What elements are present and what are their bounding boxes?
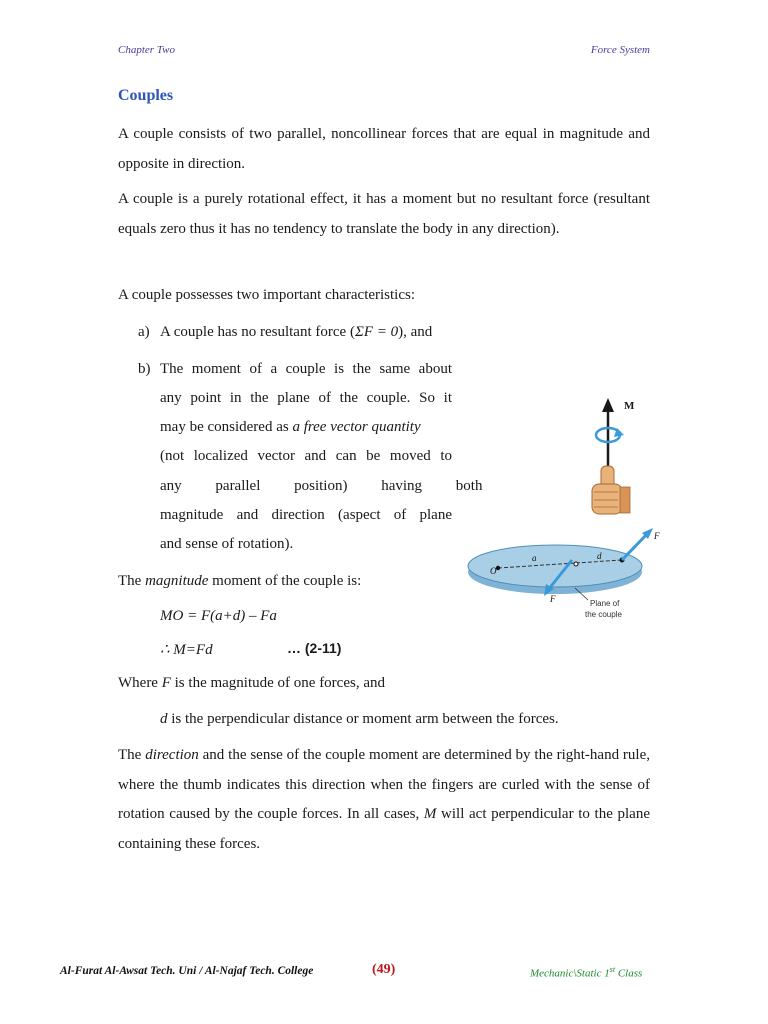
d-label: d — [597, 551, 602, 561]
var-f: F — [161, 675, 171, 691]
direction-body: and the sense of the couple moment are determined by the right-hand rule, where the thumb indicates this direction when the fingers are curled with the sense of rotation caused by the couple forces. In all cases, — [118, 747, 650, 822]
magnitude-intro-end: moment of the couple is: — [208, 573, 362, 589]
moment-vector-arrow — [602, 398, 614, 472]
list-item-a — [160, 317, 432, 347]
var-m: M — [423, 806, 437, 822]
o-label: O — [490, 566, 497, 576]
m-label: M — [624, 400, 635, 412]
paragraph-rotational-effect: A couple is a purely rotational effect, it has a moment but no resultant force (resultant equals zero thus it has no tendency to translate the body in any direction). — [118, 191, 650, 237]
equation-couple-moment: ∴ M=Fd — [160, 642, 213, 658]
where-f-line — [118, 668, 385, 698]
right-hand-icon — [592, 466, 630, 514]
plane-label-line-2: the couple — [585, 610, 622, 619]
item-b-line-4: (not localized vector and can be moved to — [160, 448, 452, 464]
item-b-line-2: any point in the plane of the couple. So it — [160, 390, 452, 406]
a-label: a — [532, 553, 537, 563]
force-point-1 — [574, 562, 578, 566]
where-d-description: is the perpendicular distance or moment arm between the forces. — [167, 711, 559, 727]
footer-course-end: Class — [615, 967, 643, 980]
direction-term: direction — [145, 747, 199, 763]
list-marker-a: a) — [138, 324, 150, 340]
chapter-header: Chapter Two — [118, 44, 175, 56]
list-marker-b: b) — [138, 361, 151, 377]
magnitude-intro-start: The — [118, 573, 146, 589]
where-text: Where — [118, 675, 162, 691]
equation-moment-about-o: MO = F(a+d) – Fa — [160, 608, 277, 624]
f-upper-label: F — [654, 531, 660, 541]
where-f-description: is the magnitude of one forces, and — [170, 675, 385, 691]
footer-course-sup: st — [609, 965, 616, 974]
item-b-line-5: any parallel position) having both — [160, 478, 483, 494]
var-d: d — [160, 711, 168, 727]
page-number: (49) — [372, 962, 396, 977]
section-header: Force System — [590, 44, 650, 56]
free-vector-term: a free vector quantity — [292, 419, 421, 435]
rotation-arrow-icon — [596, 428, 624, 442]
item-a-text: A couple has no resultant force ( — [160, 324, 355, 340]
section-title: Couples — [118, 87, 174, 104]
magnitude-term: magnitude — [145, 573, 209, 589]
item-b-line-6: magnitude and direction (aspect of plane — [160, 507, 452, 523]
footer-course-main: Mechanic\Static 1 — [530, 967, 610, 980]
paragraph-direction — [118, 741, 650, 859]
footer-course — [530, 965, 642, 980]
couple-figure — [460, 392, 670, 632]
item-b-line-1: The moment of a couple is the same about — [160, 361, 452, 377]
paragraph-characteristics: A couple possesses two important characteristics: — [118, 287, 416, 303]
plane-label-line-1: Plane of — [590, 599, 620, 608]
item-a-formula: ΣF = 0 — [354, 324, 399, 340]
item-b-line-7: and sense of rotation). — [160, 536, 294, 552]
direction-end: will act perpendicular to the plane containing these forces. — [118, 806, 650, 852]
item-b-line-3 — [160, 412, 421, 442]
paragraph-couple-definition: A couple consists of two parallel, noncollinear forces that are equal in magnitude and opposite in direction. — [118, 126, 650, 172]
f-lower-label: F — [550, 594, 556, 604]
where-d-line — [160, 704, 559, 734]
item-b-line-3-text: may be considered as — [160, 419, 293, 435]
footer-institution: Al-Furat Al-Awsat Tech. Uni / Al-Najaf Tech. College — [60, 965, 314, 977]
magnitude-intro — [118, 566, 361, 596]
equation-number: … (2-11) — [287, 640, 342, 656]
force-f-upper-arrow — [622, 528, 653, 560]
direction-start: The — [118, 747, 146, 763]
item-a-tail: ), and — [398, 324, 433, 340]
